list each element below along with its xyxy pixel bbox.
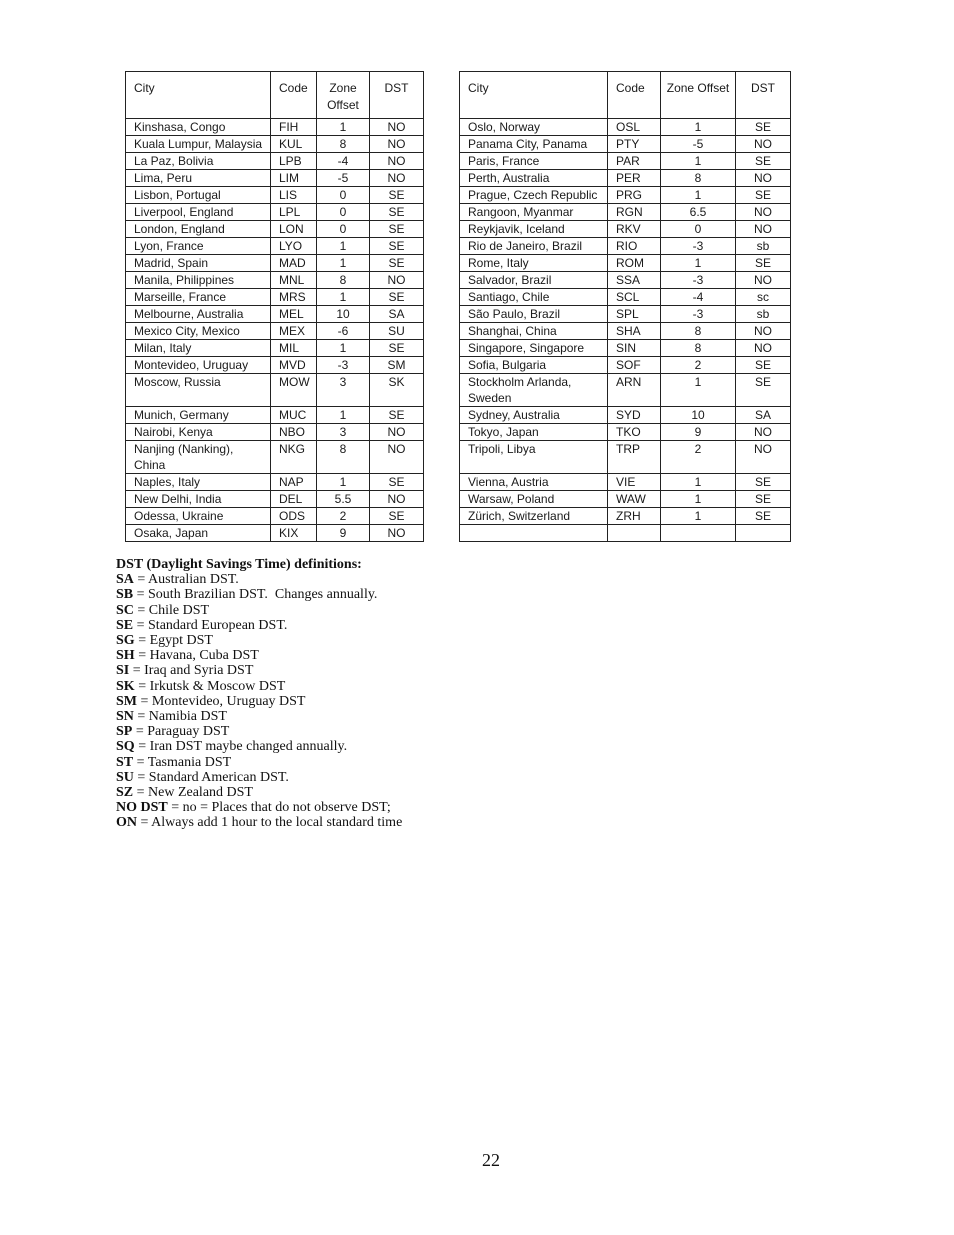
header-code: Code <box>608 72 661 119</box>
definition-item <box>116 770 402 785</box>
cell-zone: 1 <box>317 407 370 424</box>
cell-code: SPL <box>608 306 661 323</box>
cell-city: Nanjing (Nanking), China <box>126 441 271 474</box>
definition-abbr: SN <box>116 709 134 725</box>
cell-zone: 1 <box>661 374 736 407</box>
cell-city: Oslo, Norway <box>460 119 608 136</box>
table-row <box>460 407 791 424</box>
definition-abbr: SE <box>116 617 134 633</box>
cell-code: LYO <box>271 238 317 255</box>
cell-city: Odessa, Ukraine <box>126 508 271 525</box>
cell-code: MVD <box>271 357 317 374</box>
cell-code: ODS <box>271 508 317 525</box>
cell-zone: -3 <box>661 238 736 255</box>
cell-code: SCL <box>608 289 661 306</box>
table-row <box>460 272 791 289</box>
cell-dst: SE <box>736 491 791 508</box>
cell-city: Kinshasa, Congo <box>126 119 271 136</box>
definition-item <box>116 815 402 830</box>
definition-item <box>116 618 402 633</box>
table-row <box>126 238 424 255</box>
cell-code: MIL <box>271 340 317 357</box>
table-row <box>126 357 424 374</box>
definition-text: = Australian DST. <box>133 572 239 588</box>
definition-text: = Montevideo, Uruguay DST <box>137 693 306 709</box>
cell-code: MNL <box>271 272 317 289</box>
table-row <box>126 491 424 508</box>
cell-city: Sofia, Bulgaria <box>460 357 608 374</box>
cell-zone: 5.5 <box>317 491 370 508</box>
table-row <box>460 136 791 153</box>
cell-zone: 1 <box>661 119 736 136</box>
cell-zone: -6 <box>317 323 370 340</box>
cell-dst: SE <box>370 221 424 238</box>
cell-dst: SE <box>736 255 791 272</box>
cell-code: NAP <box>271 474 317 491</box>
cell-city: Lyon, France <box>126 238 271 255</box>
cell-zone: 9 <box>317 525 370 542</box>
definition-item <box>116 755 402 770</box>
table-row <box>460 474 791 491</box>
dst-definitions <box>116 557 402 831</box>
cell-code: NKG <box>271 441 317 474</box>
cell-dst: SA <box>736 407 791 424</box>
cell-code: NBO <box>271 424 317 441</box>
cell-zone: 2 <box>661 357 736 374</box>
table-row <box>460 255 791 272</box>
table-row <box>126 525 424 542</box>
cell-city: Melbourne, Australia <box>126 306 271 323</box>
cell-zone: 0 <box>317 204 370 221</box>
cell-city: Montevideo, Uruguay <box>126 357 271 374</box>
cell-dst: SE <box>736 474 791 491</box>
cell-code: DEL <box>271 491 317 508</box>
cell-code: LPL <box>271 204 317 221</box>
cell-code <box>608 525 661 542</box>
definition-item <box>116 572 402 587</box>
cell-dst: NO <box>370 136 424 153</box>
cell-city: Rio de Janeiro, Brazil <box>460 238 608 255</box>
cell-zone: 1 <box>661 508 736 525</box>
header-code: Code <box>271 72 317 119</box>
cell-city: Lima, Peru <box>126 170 271 187</box>
cell-code: TKO <box>608 424 661 441</box>
definition-text: = Standard American DST. <box>133 769 289 785</box>
definition-item <box>116 603 402 618</box>
cell-zone: 1 <box>661 491 736 508</box>
cell-city: Santiago, Chile <box>460 289 608 306</box>
cell-dst: SE <box>736 508 791 525</box>
cell-dst: SE <box>370 407 424 424</box>
cell-code: ZRH <box>608 508 661 525</box>
definition-item <box>116 633 402 648</box>
table-row <box>126 289 424 306</box>
cell-city: London, England <box>126 221 271 238</box>
definition-abbr: SQ <box>116 739 135 755</box>
table-row <box>126 153 424 170</box>
cell-dst: SM <box>370 357 424 374</box>
definition-text: = South Brazilian DST. Changes annually. <box>133 587 378 603</box>
cell-dst: SE <box>736 119 791 136</box>
definition-text: = Tasmania DST <box>133 754 232 770</box>
cell-code: PTY <box>608 136 661 153</box>
right-city-table <box>459 71 791 542</box>
header-city: City <box>126 72 271 119</box>
header-dst: DST <box>736 72 791 119</box>
cell-zone: -5 <box>317 170 370 187</box>
table-row <box>460 221 791 238</box>
cell-code: SHA <box>608 323 661 340</box>
cell-dst: NO <box>736 170 791 187</box>
cell-city: Vienna, Austria <box>460 474 608 491</box>
table-row <box>126 187 424 204</box>
cell-zone: 6.5 <box>661 204 736 221</box>
cell-dst: SU <box>370 323 424 340</box>
cell-city: La Paz, Bolivia <box>126 153 271 170</box>
cell-code: LON <box>271 221 317 238</box>
cell-dst: sb <box>736 306 791 323</box>
cell-zone: 0 <box>317 187 370 204</box>
table-row <box>460 238 791 255</box>
cell-dst: NO <box>370 272 424 289</box>
cell-city: Naples, Italy <box>126 474 271 491</box>
cell-city: Rome, Italy <box>460 255 608 272</box>
cell-city: Osaka, Japan <box>126 525 271 542</box>
table-row <box>126 306 424 323</box>
definition-text: = Always add 1 hour to the local standard time <box>137 815 403 831</box>
table-row <box>460 491 791 508</box>
cell-zone: 0 <box>317 221 370 238</box>
cell-dst: SE <box>370 474 424 491</box>
cell-code: SOF <box>608 357 661 374</box>
definition-item <box>116 648 402 663</box>
cell-dst: SE <box>370 187 424 204</box>
cell-zone: -3 <box>661 306 736 323</box>
table-row <box>126 424 424 441</box>
cell-zone: 1 <box>317 340 370 357</box>
table-row <box>460 525 791 542</box>
table-row <box>460 170 791 187</box>
table-row <box>460 119 791 136</box>
definition-text: = Paraguay DST <box>132 724 230 740</box>
table-row <box>126 170 424 187</box>
definition-abbr: SC <box>116 602 134 618</box>
cell-dst: NO <box>736 136 791 153</box>
definition-item <box>116 785 402 800</box>
cell-city: Manila, Philippines <box>126 272 271 289</box>
table-row <box>460 441 791 474</box>
cell-dst: NO <box>370 153 424 170</box>
definition-abbr: SP <box>116 724 133 740</box>
cell-city: Marseille, France <box>126 289 271 306</box>
cell-dst: SA <box>370 306 424 323</box>
cell-dst: NO <box>736 204 791 221</box>
cell-city: Rangoon, Myanmar <box>460 204 608 221</box>
cell-zone: -3 <box>317 357 370 374</box>
cell-code: TRP <box>608 441 661 474</box>
cell-city: Warsaw, Poland <box>460 491 608 508</box>
definition-item <box>116 694 402 709</box>
right-table-body <box>460 72 791 542</box>
table-row <box>460 306 791 323</box>
cell-zone: 8 <box>317 136 370 153</box>
cell-city: Moscow, Russia <box>126 374 271 407</box>
definition-item <box>116 679 402 694</box>
table-row <box>460 340 791 357</box>
cell-code: PRG <box>608 187 661 204</box>
header-zone: Zone Offset <box>661 72 736 119</box>
cell-city: Tokyo, Japan <box>460 424 608 441</box>
table-header-row <box>460 72 791 119</box>
cell-zone: -4 <box>317 153 370 170</box>
cell-dst: SE <box>736 357 791 374</box>
table-row <box>460 187 791 204</box>
cell-zone: 8 <box>317 441 370 474</box>
cell-zone: 1 <box>317 289 370 306</box>
cell-code: SYD <box>608 407 661 424</box>
definition-item <box>116 587 402 602</box>
cell-code: RIO <box>608 238 661 255</box>
definition-text: = Iraq and Syria DST <box>129 663 254 679</box>
definition-abbr: SZ <box>116 785 134 801</box>
cell-city: Singapore, Singapore <box>460 340 608 357</box>
table-row <box>460 374 791 407</box>
cell-zone: 3 <box>317 424 370 441</box>
cell-code: PAR <box>608 153 661 170</box>
cell-zone: 0 <box>661 221 736 238</box>
cell-dst: NO <box>370 170 424 187</box>
definitions-heading: DST (Daylight Savings Time) definitions: <box>116 557 362 572</box>
cell-zone: 10 <box>317 306 370 323</box>
table-row <box>460 357 791 374</box>
table-row <box>460 204 791 221</box>
definition-abbr: SH <box>116 648 135 664</box>
cell-zone: 8 <box>317 272 370 289</box>
cell-dst: NO <box>370 424 424 441</box>
cell-zone: 9 <box>661 424 736 441</box>
definition-item <box>116 739 402 754</box>
definition-text: = Egypt DST <box>134 633 213 649</box>
header-zone: Zone Offset <box>317 72 370 119</box>
cell-city: Nairobi, Kenya <box>126 424 271 441</box>
cell-city: Reykjavik, Iceland <box>460 221 608 238</box>
cell-city: Paris, France <box>460 153 608 170</box>
definition-text: = Havana, Cuba DST <box>134 648 259 664</box>
definitions-list <box>116 572 402 830</box>
table-row <box>126 374 424 407</box>
definition-item <box>116 800 402 815</box>
left-city-table <box>125 71 424 542</box>
cell-dst: NO <box>736 424 791 441</box>
definition-item <box>116 663 402 678</box>
cell-dst: NO <box>370 491 424 508</box>
cell-zone <box>661 525 736 542</box>
definition-abbr: SM <box>116 693 137 709</box>
cell-dst: sc <box>736 289 791 306</box>
page-number: 22 <box>482 1150 500 1170</box>
table-row <box>126 323 424 340</box>
cell-code: KIX <box>271 525 317 542</box>
cell-code: MAD <box>271 255 317 272</box>
table-row <box>126 340 424 357</box>
definition-item <box>116 724 402 739</box>
table-row <box>126 119 424 136</box>
table-row <box>460 289 791 306</box>
table-row <box>126 407 424 424</box>
cell-zone: 10 <box>661 407 736 424</box>
cell-city: Stockholm Arlanda, Sweden <box>460 374 608 407</box>
cell-dst: NO <box>736 441 791 474</box>
definition-text: = Namibia DST <box>133 709 227 725</box>
cell-city: Liverpool, England <box>126 204 271 221</box>
cell-zone: 2 <box>661 441 736 474</box>
cell-code: MRS <box>271 289 317 306</box>
table-row <box>126 136 424 153</box>
cell-code: RKV <box>608 221 661 238</box>
cell-city: Zürich, Switzerland <box>460 508 608 525</box>
definition-abbr: SK <box>116 678 135 694</box>
cell-dst: SE <box>370 255 424 272</box>
table-row <box>126 508 424 525</box>
cell-city: Mexico City, Mexico <box>126 323 271 340</box>
definition-text: = Irkutsk & Moscow DST <box>134 678 286 694</box>
definition-abbr: ST <box>116 754 134 770</box>
cell-code: RGN <box>608 204 661 221</box>
cell-dst: NO <box>736 221 791 238</box>
cell-zone: 1 <box>661 153 736 170</box>
table-row <box>126 204 424 221</box>
cell-zone: 1 <box>317 255 370 272</box>
cell-dst: NO <box>370 441 424 474</box>
table-row <box>460 424 791 441</box>
cell-dst <box>736 525 791 542</box>
cell-city <box>460 525 608 542</box>
cell-code: LPB <box>271 153 317 170</box>
cell-city: Milan, Italy <box>126 340 271 357</box>
cell-zone: 1 <box>661 187 736 204</box>
cell-code: ARN <box>608 374 661 407</box>
cell-dst: NO <box>370 119 424 136</box>
table-row <box>126 474 424 491</box>
cell-city: Madrid, Spain <box>126 255 271 272</box>
cell-city: Tripoli, Libya <box>460 441 608 474</box>
cell-code: PER <box>608 170 661 187</box>
cell-code: MUC <box>271 407 317 424</box>
cell-code: MEL <box>271 306 317 323</box>
definition-text: = Chile DST <box>133 602 210 618</box>
left-table-body <box>126 72 424 542</box>
table-header-row <box>126 72 424 119</box>
table-row <box>126 221 424 238</box>
cell-zone: -3 <box>661 272 736 289</box>
cell-code: MOW <box>271 374 317 407</box>
cell-zone: 1 <box>317 474 370 491</box>
cell-zone: 1 <box>317 119 370 136</box>
table-row <box>126 272 424 289</box>
definition-abbr: ON <box>116 815 137 831</box>
cell-city: Munich, Germany <box>126 407 271 424</box>
cell-city: Perth, Australia <box>460 170 608 187</box>
cell-code: OSL <box>608 119 661 136</box>
definition-abbr: SG <box>116 633 135 649</box>
definition-abbr: SB <box>116 587 134 603</box>
cell-code: KUL <box>271 136 317 153</box>
table-row <box>460 508 791 525</box>
cell-zone: 8 <box>661 340 736 357</box>
cell-zone: 8 <box>661 170 736 187</box>
cell-dst: NO <box>370 525 424 542</box>
cell-code: MEX <box>271 323 317 340</box>
cell-city: New Delhi, India <box>126 491 271 508</box>
cell-dst: sb <box>736 238 791 255</box>
definition-text: = no = Places that do not observe DST; <box>167 800 391 816</box>
cell-dst: SE <box>370 289 424 306</box>
cell-zone: 1 <box>661 474 736 491</box>
cell-code: SIN <box>608 340 661 357</box>
definition-item <box>116 709 402 724</box>
cell-dst: SE <box>370 238 424 255</box>
cell-zone: 1 <box>661 255 736 272</box>
definition-text: = Iran DST maybe changed annually. <box>134 739 348 755</box>
cell-dst: SK <box>370 374 424 407</box>
cell-code: SSA <box>608 272 661 289</box>
definition-text: = Standard European DST. <box>133 617 288 633</box>
definition-abbr: NO DST <box>116 800 168 816</box>
cell-dst: SE <box>736 187 791 204</box>
header-dst: DST <box>370 72 424 119</box>
table-row <box>460 323 791 340</box>
cell-code: FIH <box>271 119 317 136</box>
cell-dst: SE <box>370 340 424 357</box>
cell-dst: NO <box>736 272 791 289</box>
table-row <box>460 153 791 170</box>
definition-abbr: SU <box>116 769 134 785</box>
cell-dst: SE <box>736 374 791 407</box>
cell-code: LIS <box>271 187 317 204</box>
cell-code: LIM <box>271 170 317 187</box>
table-row <box>126 255 424 272</box>
cell-dst: SE <box>370 204 424 221</box>
table-row <box>126 441 424 474</box>
cell-zone: -4 <box>661 289 736 306</box>
cell-zone: 8 <box>661 323 736 340</box>
definition-abbr: SI <box>116 663 130 679</box>
cell-dst: SE <box>736 153 791 170</box>
cell-dst: NO <box>736 340 791 357</box>
cell-city: Sydney, Australia <box>460 407 608 424</box>
cell-dst: NO <box>736 323 791 340</box>
cell-city: Kuala Lumpur, Malaysia <box>126 136 271 153</box>
cell-zone: 3 <box>317 374 370 407</box>
cell-code: WAW <box>608 491 661 508</box>
cell-zone: 2 <box>317 508 370 525</box>
cell-zone: -5 <box>661 136 736 153</box>
cell-code: VIE <box>608 474 661 491</box>
cell-zone: 1 <box>317 238 370 255</box>
cell-city: São Paulo, Brazil <box>460 306 608 323</box>
cell-code: ROM <box>608 255 661 272</box>
definition-text: = New Zealand DST <box>133 785 253 801</box>
cell-city: Shanghai, China <box>460 323 608 340</box>
header-city: City <box>460 72 608 119</box>
cell-city: Salvador, Brazil <box>460 272 608 289</box>
definition-abbr: SA <box>116 572 134 588</box>
cell-dst: SE <box>370 508 424 525</box>
cell-city: Lisbon, Portugal <box>126 187 271 204</box>
cell-city: Panama City, Panama <box>460 136 608 153</box>
cell-city: Prague, Czech Republic <box>460 187 608 204</box>
